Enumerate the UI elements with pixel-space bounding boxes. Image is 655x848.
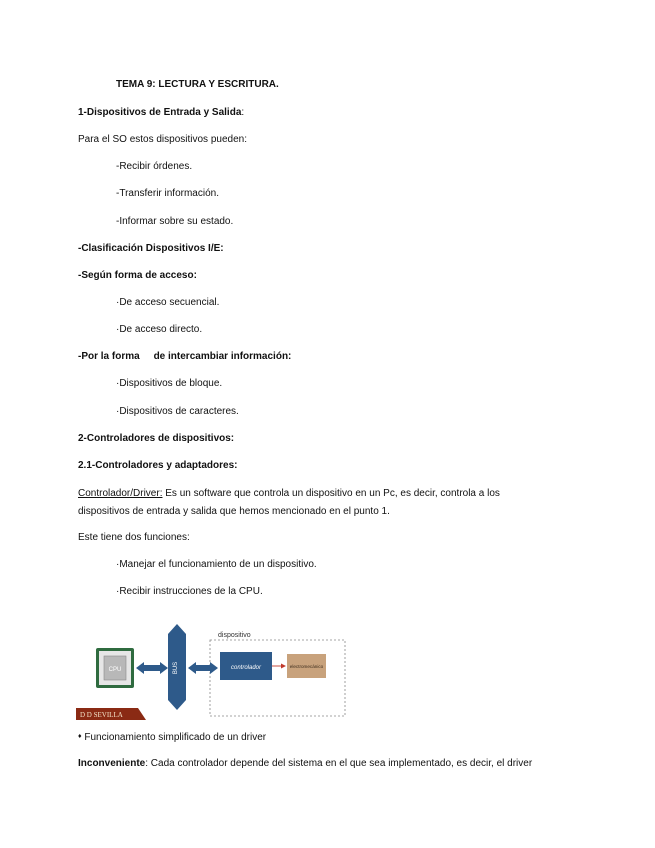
driver-diagram xyxy=(76,624,348,720)
controller-device-arrowhead xyxy=(281,664,286,669)
section-1-heading-line xyxy=(78,106,244,119)
list-item: ·Dispositivos de bloque. xyxy=(116,378,223,389)
page-title: TEMA 9: LECTURA Y ESCRITURA. xyxy=(116,79,279,90)
inconvenient-term: Inconveniente xyxy=(78,758,146,769)
list-item: ·De acceso directo. xyxy=(116,324,203,335)
section-1-heading-colon: : xyxy=(241,107,245,118)
controller-label: controlador xyxy=(230,665,262,671)
list-item: ·Dispositivos de caracteres. xyxy=(116,406,239,417)
diagram-caption-line xyxy=(78,730,266,744)
classification-heading: -Clasificación Dispositivos I/E: xyxy=(78,243,224,254)
caption-bullet: ♦ xyxy=(78,733,82,740)
dispositivo-label: dispositivo xyxy=(218,632,251,639)
device-box-label: electromecánico xyxy=(289,664,324,669)
cpu-bus-arrow xyxy=(136,662,168,674)
section-1-intro: Para el SO estos dispositivos pueden: xyxy=(78,134,247,145)
list-item: ·Manejar el funcionamiento de un dispositivo. xyxy=(116,559,317,570)
section-1-heading: 1-Dispositivos de Entrada y Salida xyxy=(78,107,242,118)
list-item: ·Recibir instrucciones de la CPU. xyxy=(116,586,263,597)
bus-controller-arrow xyxy=(188,662,218,674)
section-2-1-heading: 2.1-Controladores y adaptadores: xyxy=(78,460,238,471)
banner-text: D D SEVILLA xyxy=(80,711,123,719)
functions-intro: Este tiene dos funciones: xyxy=(78,532,190,543)
inconvenient-text: : Cada controlador depende del sistema en el que sea implementado, es decir, el driver xyxy=(145,758,533,769)
bus-label: BUS xyxy=(173,661,179,675)
access-heading: -Según forma de acceso: xyxy=(78,270,197,281)
cpu-label: CPU xyxy=(108,667,122,673)
driver-text: Es un software que controla un dispositivo en un Pc, es decir, controla a los dispositivos de entrada y salida que hemos mencionado en el punto 1. xyxy=(78,488,500,517)
list-item: -Recibir órdenes. xyxy=(116,161,193,172)
list-item: -Informar sobre su estado. xyxy=(116,216,234,227)
driver-term: Controlador/Driver: xyxy=(78,488,163,499)
list-item: ·De acceso secuencial. xyxy=(116,297,220,308)
exchange-heading: -Por la forma de intercambiar información: xyxy=(78,351,292,362)
section-2-heading: 2-Controladores de dispositivos: xyxy=(78,433,235,444)
diagram-caption: Funcionamiento simplificado de un driver xyxy=(84,732,267,743)
driver-definition xyxy=(78,485,548,521)
list-item: -Transferir información. xyxy=(116,188,219,199)
inconvenient-line xyxy=(78,757,532,770)
